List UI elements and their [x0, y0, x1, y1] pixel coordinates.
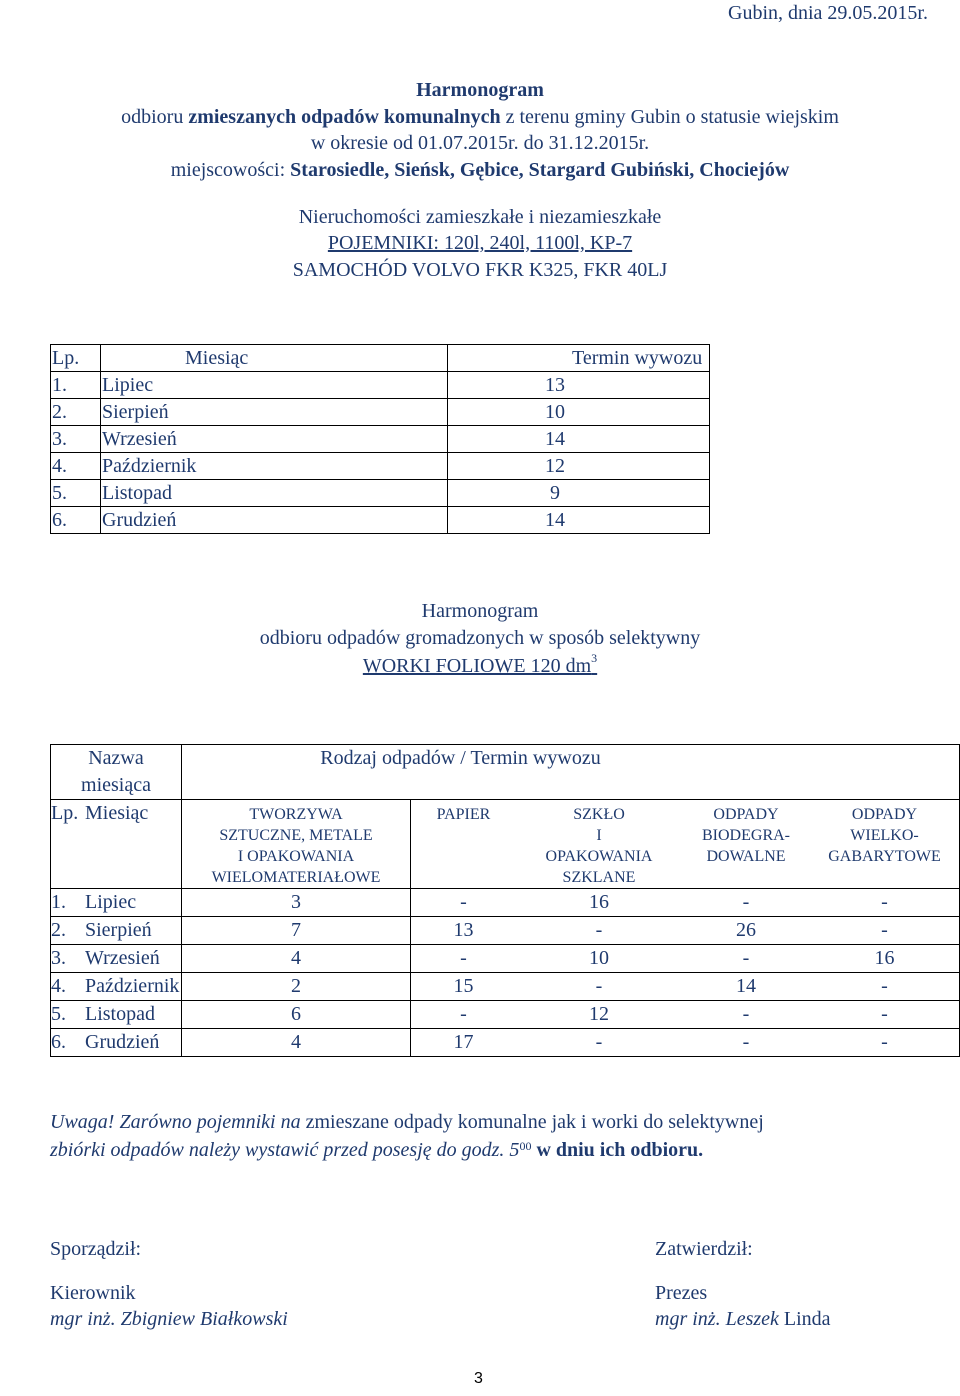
table-row: 3. Wrzesień 4 - 10 - 16: [51, 945, 960, 973]
note-label: Uwaga!: [50, 1111, 115, 1133]
prepared-by-name: mgr inż. Zbigniew Białkowski: [50, 1308, 288, 1330]
header-month: Miesiąc: [85, 800, 182, 889]
row-month: Październik: [101, 453, 448, 480]
row-month: Grudzień: [101, 507, 448, 534]
table-row: 4. Październik 2 15 - 14 -: [51, 973, 960, 1001]
table-row: 1. Lipiec 3 - 16 - -: [51, 889, 960, 917]
row-lp: 6.: [51, 507, 101, 534]
mixed-waste-schedule-table: [50, 344, 710, 534]
row-month: Lipiec: [101, 372, 448, 399]
row-lp: 3.: [51, 426, 101, 453]
row-day: 12: [448, 453, 710, 480]
section2-title: Harmonogram: [421, 600, 539, 622]
approved-by-label: Zatwierdził:: [655, 1238, 753, 1260]
table-row: [51, 480, 710, 507]
row-lp: 5.: [51, 480, 101, 507]
approved-by-name: mgr inż. Leszek Linda: [655, 1308, 831, 1330]
table-row: [51, 453, 710, 480]
row-month: Sierpień: [101, 399, 448, 426]
section2-subtitle: odbioru odpadów gromadzonych w sposób selektywny: [259, 627, 701, 649]
header-lp: Lp.: [51, 800, 86, 889]
containers-line: POJEMNIKI: 120l, 240l, 1100l, KP-7: [327, 232, 633, 254]
table-header-row: [51, 345, 710, 372]
property-type: Nieruchomości zamieszkałe i niezamieszkałe: [298, 206, 662, 228]
table-row: [51, 399, 710, 426]
header-biodegradable: ODPADY BIODEGRA- DOWALNE: [682, 800, 810, 889]
row-month: Wrzesień: [101, 426, 448, 453]
table-row: [51, 426, 710, 453]
header-plastics: TWORZYWA SZTUCZNE, METALE I OPAKOWANIA WIELOMATERIAŁOWE: [182, 800, 411, 889]
row-day: 14: [448, 507, 710, 534]
document-date: Gubin, dnia 29.05.2015r.: [728, 2, 928, 24]
section1-line2: w okresie od 01.07.2015r. do 31.12.2015r.: [310, 132, 650, 154]
selective-waste-schedule-table: [50, 744, 960, 1057]
table-row: [51, 372, 710, 399]
section1-line1: odbioru zmieszanych odpadów komunalnych z terenu gminy Gubin o statusie wiejskim: [121, 106, 839, 128]
note-paragraph: Uwaga! Zarówno pojemniki na zmieszane odpady komunalne jak i worki do selektywnej zbiórki odpadów należy wystawić przed posesję do godz. $5^{00}$ w dniu ich odbioru.: [50, 1111, 764, 1161]
table-row: 2. Sierpień 7 13 - 26 -: [51, 917, 960, 945]
table-group-header-row: [51, 745, 960, 800]
row-lp: 4.: [51, 453, 101, 480]
header-bulky: ODPADY WIELKO- GABARYTOWE: [810, 800, 960, 889]
vehicle-line: SAMOCHÓD VOLVO FKR K325, FKR 40LJ: [292, 259, 668, 281]
row-day: 10: [448, 399, 710, 426]
table-row: 5. Listopad 6 - 12 - -: [51, 1001, 960, 1029]
section1-title: Harmonogram: [416, 79, 544, 101]
table-row: [51, 507, 710, 534]
header-paper: PAPIER: [411, 800, 517, 889]
approved-by-role: Prezes: [655, 1282, 708, 1304]
bags-line: WORKI FOLIOWE 120 $dm^3$: [362, 651, 598, 677]
table-row: 6. Grudzień 4 17 - - -: [51, 1029, 960, 1057]
row-day: 14: [448, 426, 710, 453]
header-glass: SZKŁO I OPAKOWANIA SZKLANE: [516, 800, 682, 889]
row-day: 9: [448, 480, 710, 507]
page-number: 3: [474, 1370, 483, 1387]
section1-line3: miejscowości: Starosiedle, Sieńsk, Gębice, Stargard Gubiński, Chociejów: [170, 159, 790, 181]
row-month: Listopad: [101, 480, 448, 507]
header-date: Termin wywozu: [448, 345, 710, 372]
row-day: 13: [448, 372, 710, 399]
row-lp: 1.: [51, 372, 101, 399]
row-lp: 2.: [51, 399, 101, 426]
group-header-month-name: Nazwa miesiąca: [51, 745, 182, 800]
header-lp: Lp.: [51, 345, 101, 372]
table-header-row: [51, 800, 960, 889]
header-month: Miesiąc: [101, 345, 448, 372]
group-header-waste-type: Rodzaj odpadów / Termin wywozu: [182, 745, 960, 800]
prepared-by-role: Kierownik: [50, 1282, 136, 1304]
prepared-by-label: Sporządził:: [50, 1238, 142, 1260]
